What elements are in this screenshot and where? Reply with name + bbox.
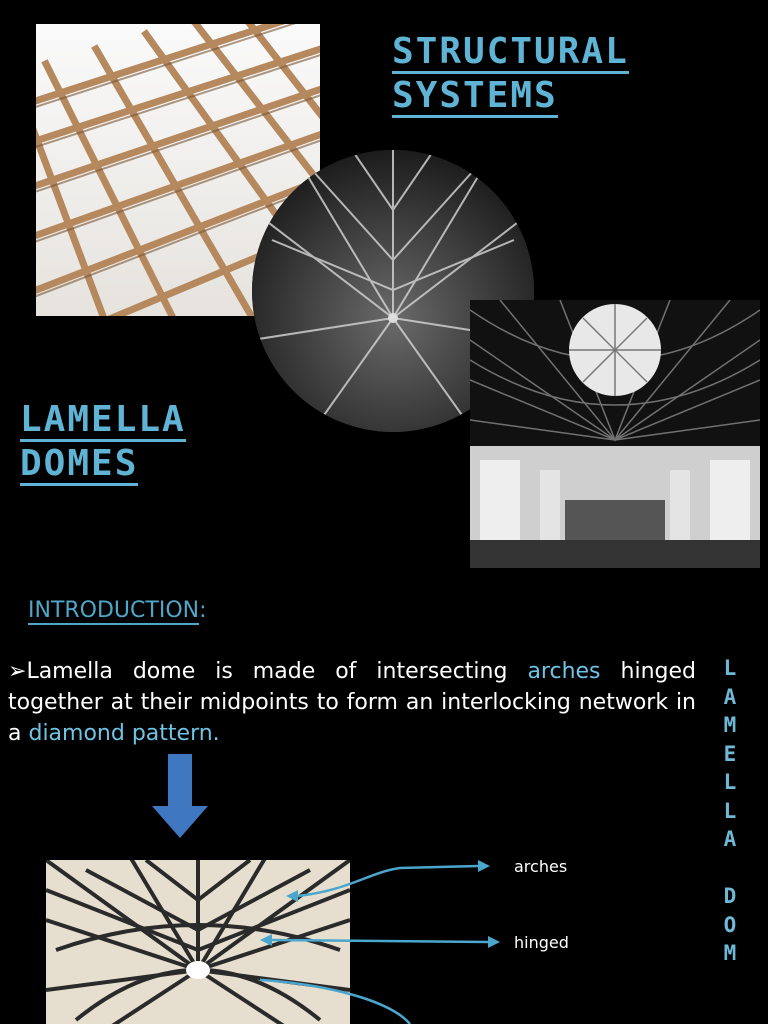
vertical-letter: L: [723, 656, 737, 680]
vertical-letter-gap: [718, 854, 742, 883]
vertical-letter: A: [723, 684, 737, 709]
section-title-line-1: LAMELLA: [20, 399, 186, 440]
highlight-arches: arches: [527, 659, 601, 684]
intro-text-part-1: Lamella dome is made of intersecting: [26, 659, 528, 684]
dome-interior-photo: [470, 300, 760, 568]
curved-arrow-icon: [272, 940, 488, 942]
intro-text-part-3: .: [212, 721, 220, 746]
title-line-2: SYSTEMS: [392, 75, 558, 116]
vertical-letter: M: [723, 941, 737, 965]
intro-text-part-2: hinged together at their midpoints to form an interlocking network in a: [8, 659, 696, 746]
title-line-1: STRUCTURAL: [392, 31, 629, 72]
introduction-heading-text: INTRODUCTION: [28, 598, 200, 623]
vertical-letter: A: [723, 827, 737, 851]
introduction-heading-colon: :: [199, 598, 207, 623]
down-arrow-icon: [150, 754, 210, 840]
section-title-line-2: DOMES: [20, 443, 139, 484]
label-arches: arches: [514, 857, 568, 876]
curved-arrow-icon: [298, 866, 478, 896]
label-hinged: hinged: [514, 933, 569, 952]
vertical-letter: M: [723, 713, 737, 737]
page-title: [392, 30, 629, 118]
section-title: [20, 398, 186, 486]
vertical-letter: O: [723, 912, 737, 937]
vertical-letter: L: [723, 798, 737, 823]
highlight-diamond-pattern: diamond pattern: [28, 721, 213, 746]
vertical-letter: D: [723, 884, 737, 908]
introduction-paragraph: [8, 656, 696, 749]
curved-arrow-icon: [260, 978, 410, 1024]
bullet-icon: ➢: [8, 659, 27, 684]
vertical-letter: E: [723, 741, 737, 766]
introduction-heading: [28, 598, 207, 623]
vertical-letter: L: [723, 770, 737, 794]
vertical-lamella-word: [718, 654, 742, 968]
annotation-arrows: [260, 850, 510, 1024]
